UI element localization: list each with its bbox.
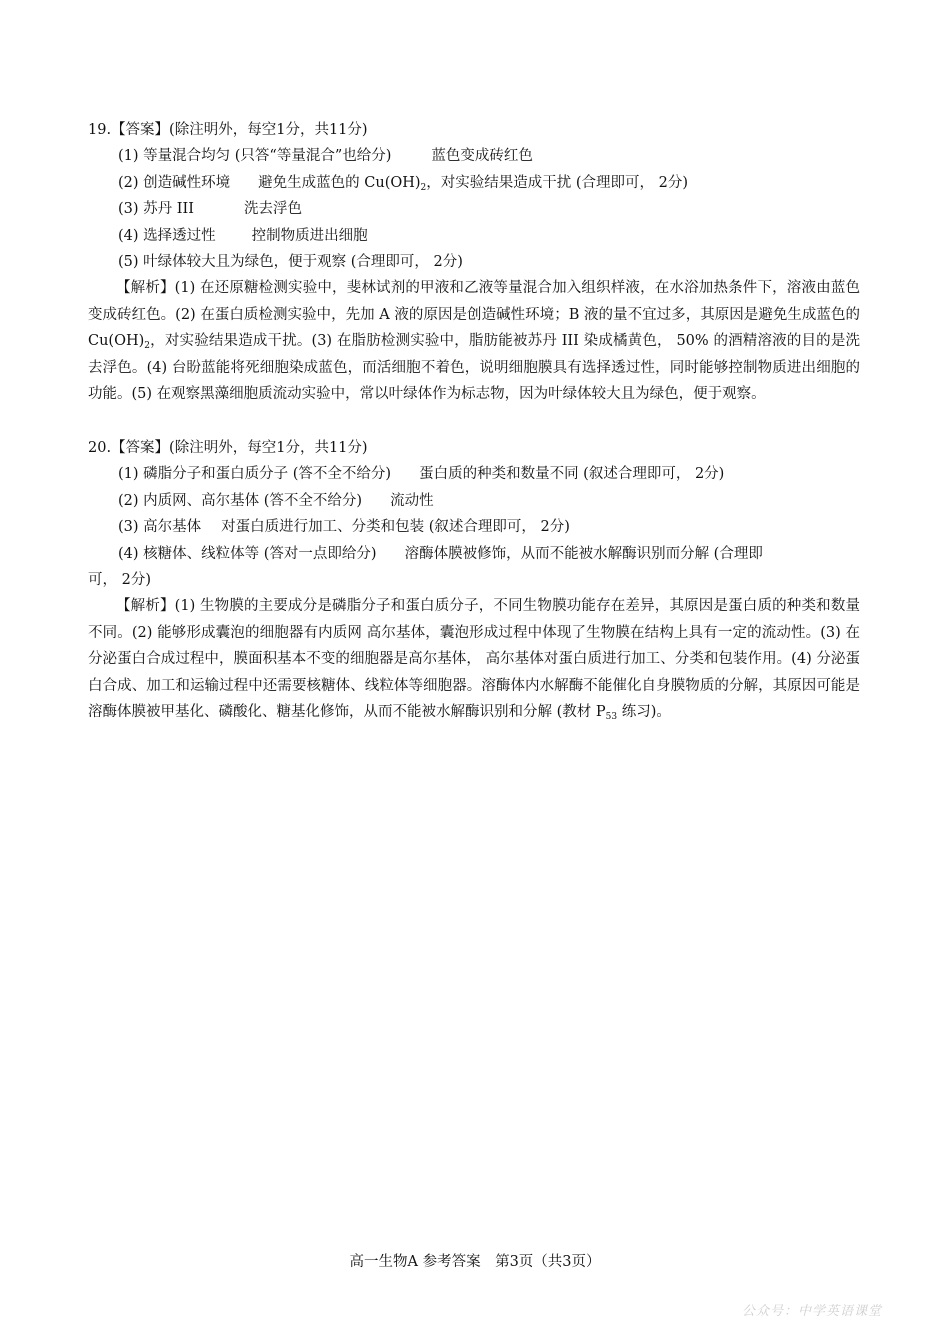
q20-answer-1b: 蛋白质的种类和数量不同 (叙述合理即可， 2分) [419, 466, 725, 483]
q19-answer-2b-post: ，对实验结果造成干扰 (合理即可， 2分) [426, 174, 689, 191]
q20-answer-3b: 对蛋白质进行加工、分类和包装 (叙述合理即可， 2分) [221, 519, 570, 536]
question-20 [88, 435, 860, 725]
q19-answer-2a: (2) 创造碱性环境 [118, 174, 231, 191]
question-19 [88, 117, 860, 407]
q19-answer-1 [88, 143, 860, 169]
q20-answer-2a: (2) 内质网、高尔基体 (答不全不给分) [118, 492, 363, 509]
q20-answer-4a: (4) 核糖体、线粒体等 (答对一点即给分) [118, 545, 377, 562]
q20-answer-4-cont: 可， 2分) [88, 571, 151, 588]
q20-answer-4b: 溶酶体膜被修饰，从而不能被水解酶识别而分解 (合理即 [404, 545, 763, 562]
q20-header: 20.【答案】(除注明外，每空1分，共11分) [88, 440, 368, 456]
q19-answer-3a: (3) 苏丹 III [118, 201, 194, 218]
q19-analysis-text-2: ，对实验结果造成干扰。(3) 在脂肪检测实验中，脂肪能被苏丹 III 染成橘黄色， 50% 的酒精溶液的目的是洗去浮色。(4) 台盼蓝能将死细胞染成蓝色，而活细胞不着色，说明细胞膜具有选择透过性，同时能够控制物质进出细胞的功能。(5) 在观察黑藻细胞质流动实验中，常以叶绿体作为标志物，因为叶绿体较大且为绿色，便于观察。 [88, 333, 860, 402]
q20-answer-3 [88, 514, 860, 540]
q19-header: 19.【答案】(除注明外，每空1分，共11分) [88, 122, 368, 138]
q19-answer-3 [88, 196, 860, 222]
q19-analysis-text-1: 【解析】(1) 在还原糖检测实验中，斐林试剂的甲液和乙液等量混合加入组织样液，在水浴加热条件下，溶液由蓝色变成砖红色。(2) 在蛋白质检测实验中，先加 A 液的原因是创造碱性环境；B 液的量不宜过多，其原因是避免生成蓝色的 Cu(OH) [88, 280, 860, 350]
q19-answer-2b-sub: 2 [420, 182, 427, 193]
q20-answer-2 [88, 488, 860, 514]
q20-analysis-text-1: 【解析】(1) 生物膜的主要成分是磷脂分子和蛋白质分子，不同生物膜功能存在差异，其原因是蛋白质的种类和数量不同。(2) 能够形成囊泡的细胞器有内质网 高尔基体，囊泡形成过程中体现了生物膜在结构上具有一定的流动性。(3) 在分泌蛋白合成过程中，膜面积基本不变的细胞器是高尔基体， 高尔基体对蛋白质进行加工、分类和包装作用。(4) 分泌蛋白合成、加工和运输过程中还需要核糖体、线粒体等细胞器。溶酶体内水解酶不能催化自身膜物质的分解，其原因可能是溶酶体膜被甲基化、磷酸化、糖基化修饰，从而不能被水解酶识别和分解 (教材 P [88, 598, 860, 720]
q19-answer-1b: 蓝色变成砖红色 [431, 148, 533, 165]
q19-answer-4 [88, 223, 860, 249]
q20-answer-3a: (3) 高尔基体 [118, 519, 202, 536]
q20-answer-1a: (1) 磷脂分子和蛋白质分子 (答不全不给分) [118, 466, 392, 483]
q19-answer-4b: 控制物质进出细胞 [251, 227, 368, 244]
q20-answer-1 [88, 461, 860, 487]
watermark-text: 公众号：中学英语课堂 [741, 1304, 882, 1319]
q19-answer-1a: (1) 等量混合均匀 (只答“等量混合”也给分) [118, 148, 392, 165]
q20-answer-2b: 流动性 [390, 492, 434, 509]
q19-analysis [88, 275, 860, 407]
q19-answer-4a: (4) 选择透过性 [118, 227, 216, 244]
q19-answer-5: (5) 叶绿体较大且为绿色，便于观察 (合理即可， 2分) [118, 253, 463, 270]
q19-analysis-sub: 2 [144, 341, 151, 352]
page-footer: 高一生物A 参考答案 第3页（共3页） [349, 1254, 601, 1270]
q19-answer-3b: 洗去浮色 [243, 201, 302, 218]
q20-analysis-text-2: 练习)。 [617, 703, 671, 720]
q20-answer-4 [88, 541, 860, 567]
q20-analysis [88, 593, 860, 725]
q20-analysis-sub: 53 [605, 711, 618, 722]
q19-answer-2 [88, 170, 860, 196]
q19-answer-2b-pre: 避免生成蓝色的 Cu(OH) [258, 174, 421, 191]
